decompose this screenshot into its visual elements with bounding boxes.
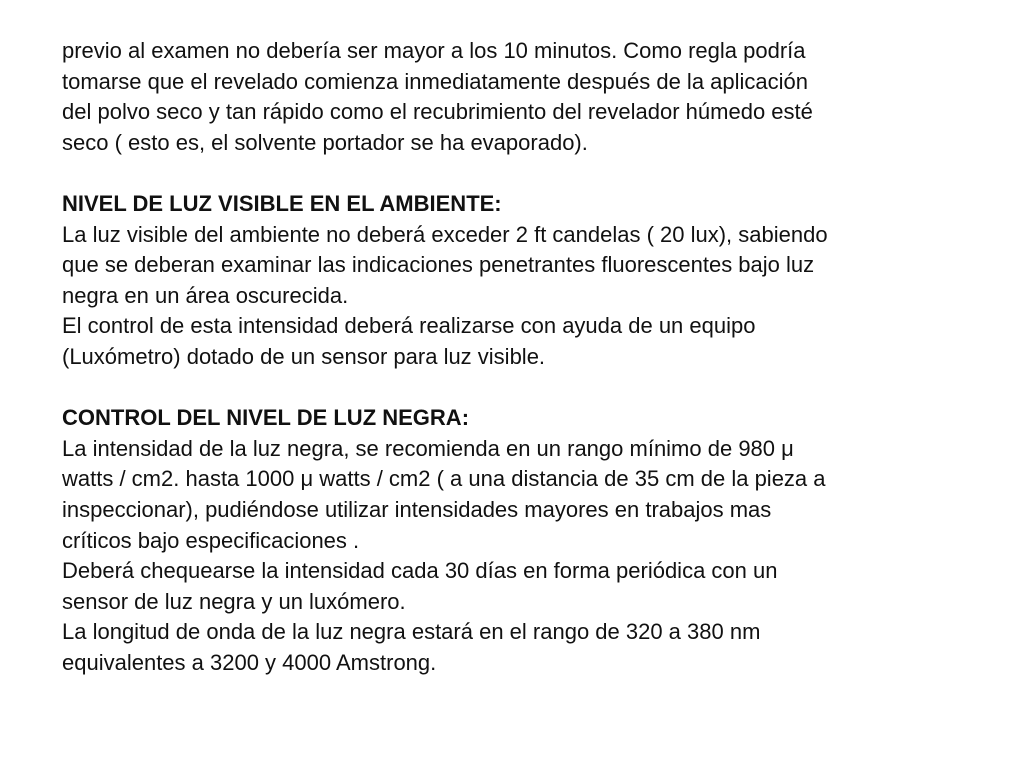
text-line: La luz visible del ambiente no deberá exceder 2 ft candelas ( 20 lux), sabiendo — [62, 221, 828, 247]
intro-paragraph — [62, 36, 1002, 158]
text-line: previo al examen no debería ser mayor a los 10 minutos. Como regla podría — [62, 38, 806, 63]
text-line: sensor de luz negra y un luxómero. — [62, 588, 406, 614]
section-heading: NIVEL DE LUZ VISIBLE EN EL AMBIENTE: — [62, 190, 502, 216]
text-line: La longitud de onda de la luz negra estará en el rango de 320 a 380 nm — [62, 619, 761, 645]
document-page — [62, 36, 1002, 678]
text-line: que se deberan examinar las indicaciones penetrantes fluorescentes bajo luz — [62, 252, 815, 278]
text-line: del polvo seco y tan rápido como el recubrimiento del revelador húmedo esté — [62, 99, 813, 125]
section-heading: CONTROL DEL NIVEL DE LUZ NEGRA: — [62, 405, 470, 431]
text-line: (Luxómetro) dotado de un sensor para luz visible. — [62, 343, 546, 369]
text-line: negra en un área oscurecida. — [62, 282, 349, 308]
text-line: tomarse que el revelado comienza inmediatamente después de la aplicación — [62, 68, 809, 94]
text-line: seco ( esto es, el solvente portador se ha evaporado). — [62, 129, 588, 155]
black-light-section — [62, 403, 1002, 678]
visible-light-section — [62, 189, 1002, 373]
text-line: Deberá chequearse la intensidad cada 30 días en forma periódica con un — [62, 558, 778, 584]
text-line: inspeccionar), pudiéndose utilizar intensidades mayores en trabajos mas — [62, 496, 772, 522]
text-line: La intensidad de la luz negra, se recomienda en un rango mínimo de 980 μ — [62, 435, 794, 461]
text-line: equivalentes a 3200 y 4000 Amstrong. — [62, 649, 437, 675]
text-line: watts / cm2. hasta 1000 μ watts / cm2 ( a una distancia de 35 cm de la pieza a — [62, 466, 826, 492]
text-line: críticos bajo especificaciones . — [62, 527, 360, 553]
text-line: El control de esta intensidad deberá realizarse con ayuda de un equipo — [62, 313, 756, 339]
paragraph-spacer — [62, 373, 1002, 404]
paragraph-spacer — [62, 158, 1002, 189]
